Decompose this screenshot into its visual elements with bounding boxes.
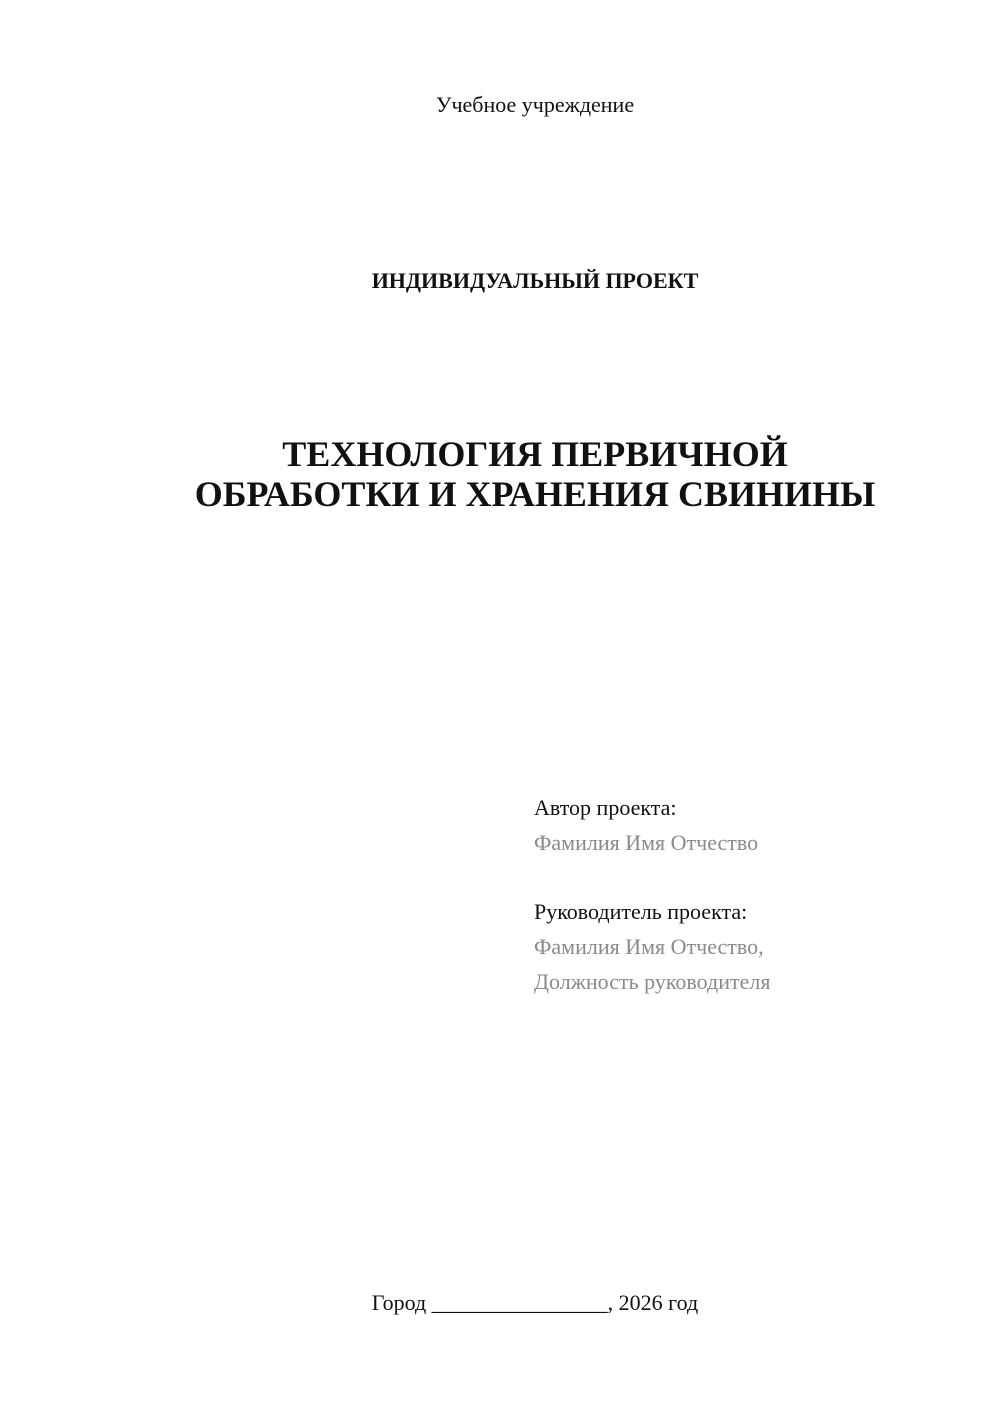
city-year-footer: Город ________________, 2026 год xyxy=(371,1290,699,1315)
supervisor-position: Должность руководителя xyxy=(534,969,771,994)
institution-name: Учебное учреждение xyxy=(435,92,635,117)
author-label: Автор проекта: xyxy=(534,795,677,820)
project-title xyxy=(0,434,1000,514)
document-type: ИНДИВИДУАЛЬНЫЙ ПРОЕКТ xyxy=(371,268,699,293)
supervisor-name: Фамилия Имя Отчество, xyxy=(534,934,764,959)
supervisor-label: Руководитель проекта: xyxy=(534,899,748,924)
spacer xyxy=(534,860,770,894)
project-title-line-2: ОБРАБОТКИ И ХРАНЕНИЯ СВИНИНЫ xyxy=(194,474,876,514)
credits-block xyxy=(534,790,770,999)
project-title-line-1: ТЕХНОЛОГИЯ ПЕРВИЧНОЙ xyxy=(282,434,788,474)
author-name: Фамилия Имя Отчество xyxy=(534,830,759,855)
